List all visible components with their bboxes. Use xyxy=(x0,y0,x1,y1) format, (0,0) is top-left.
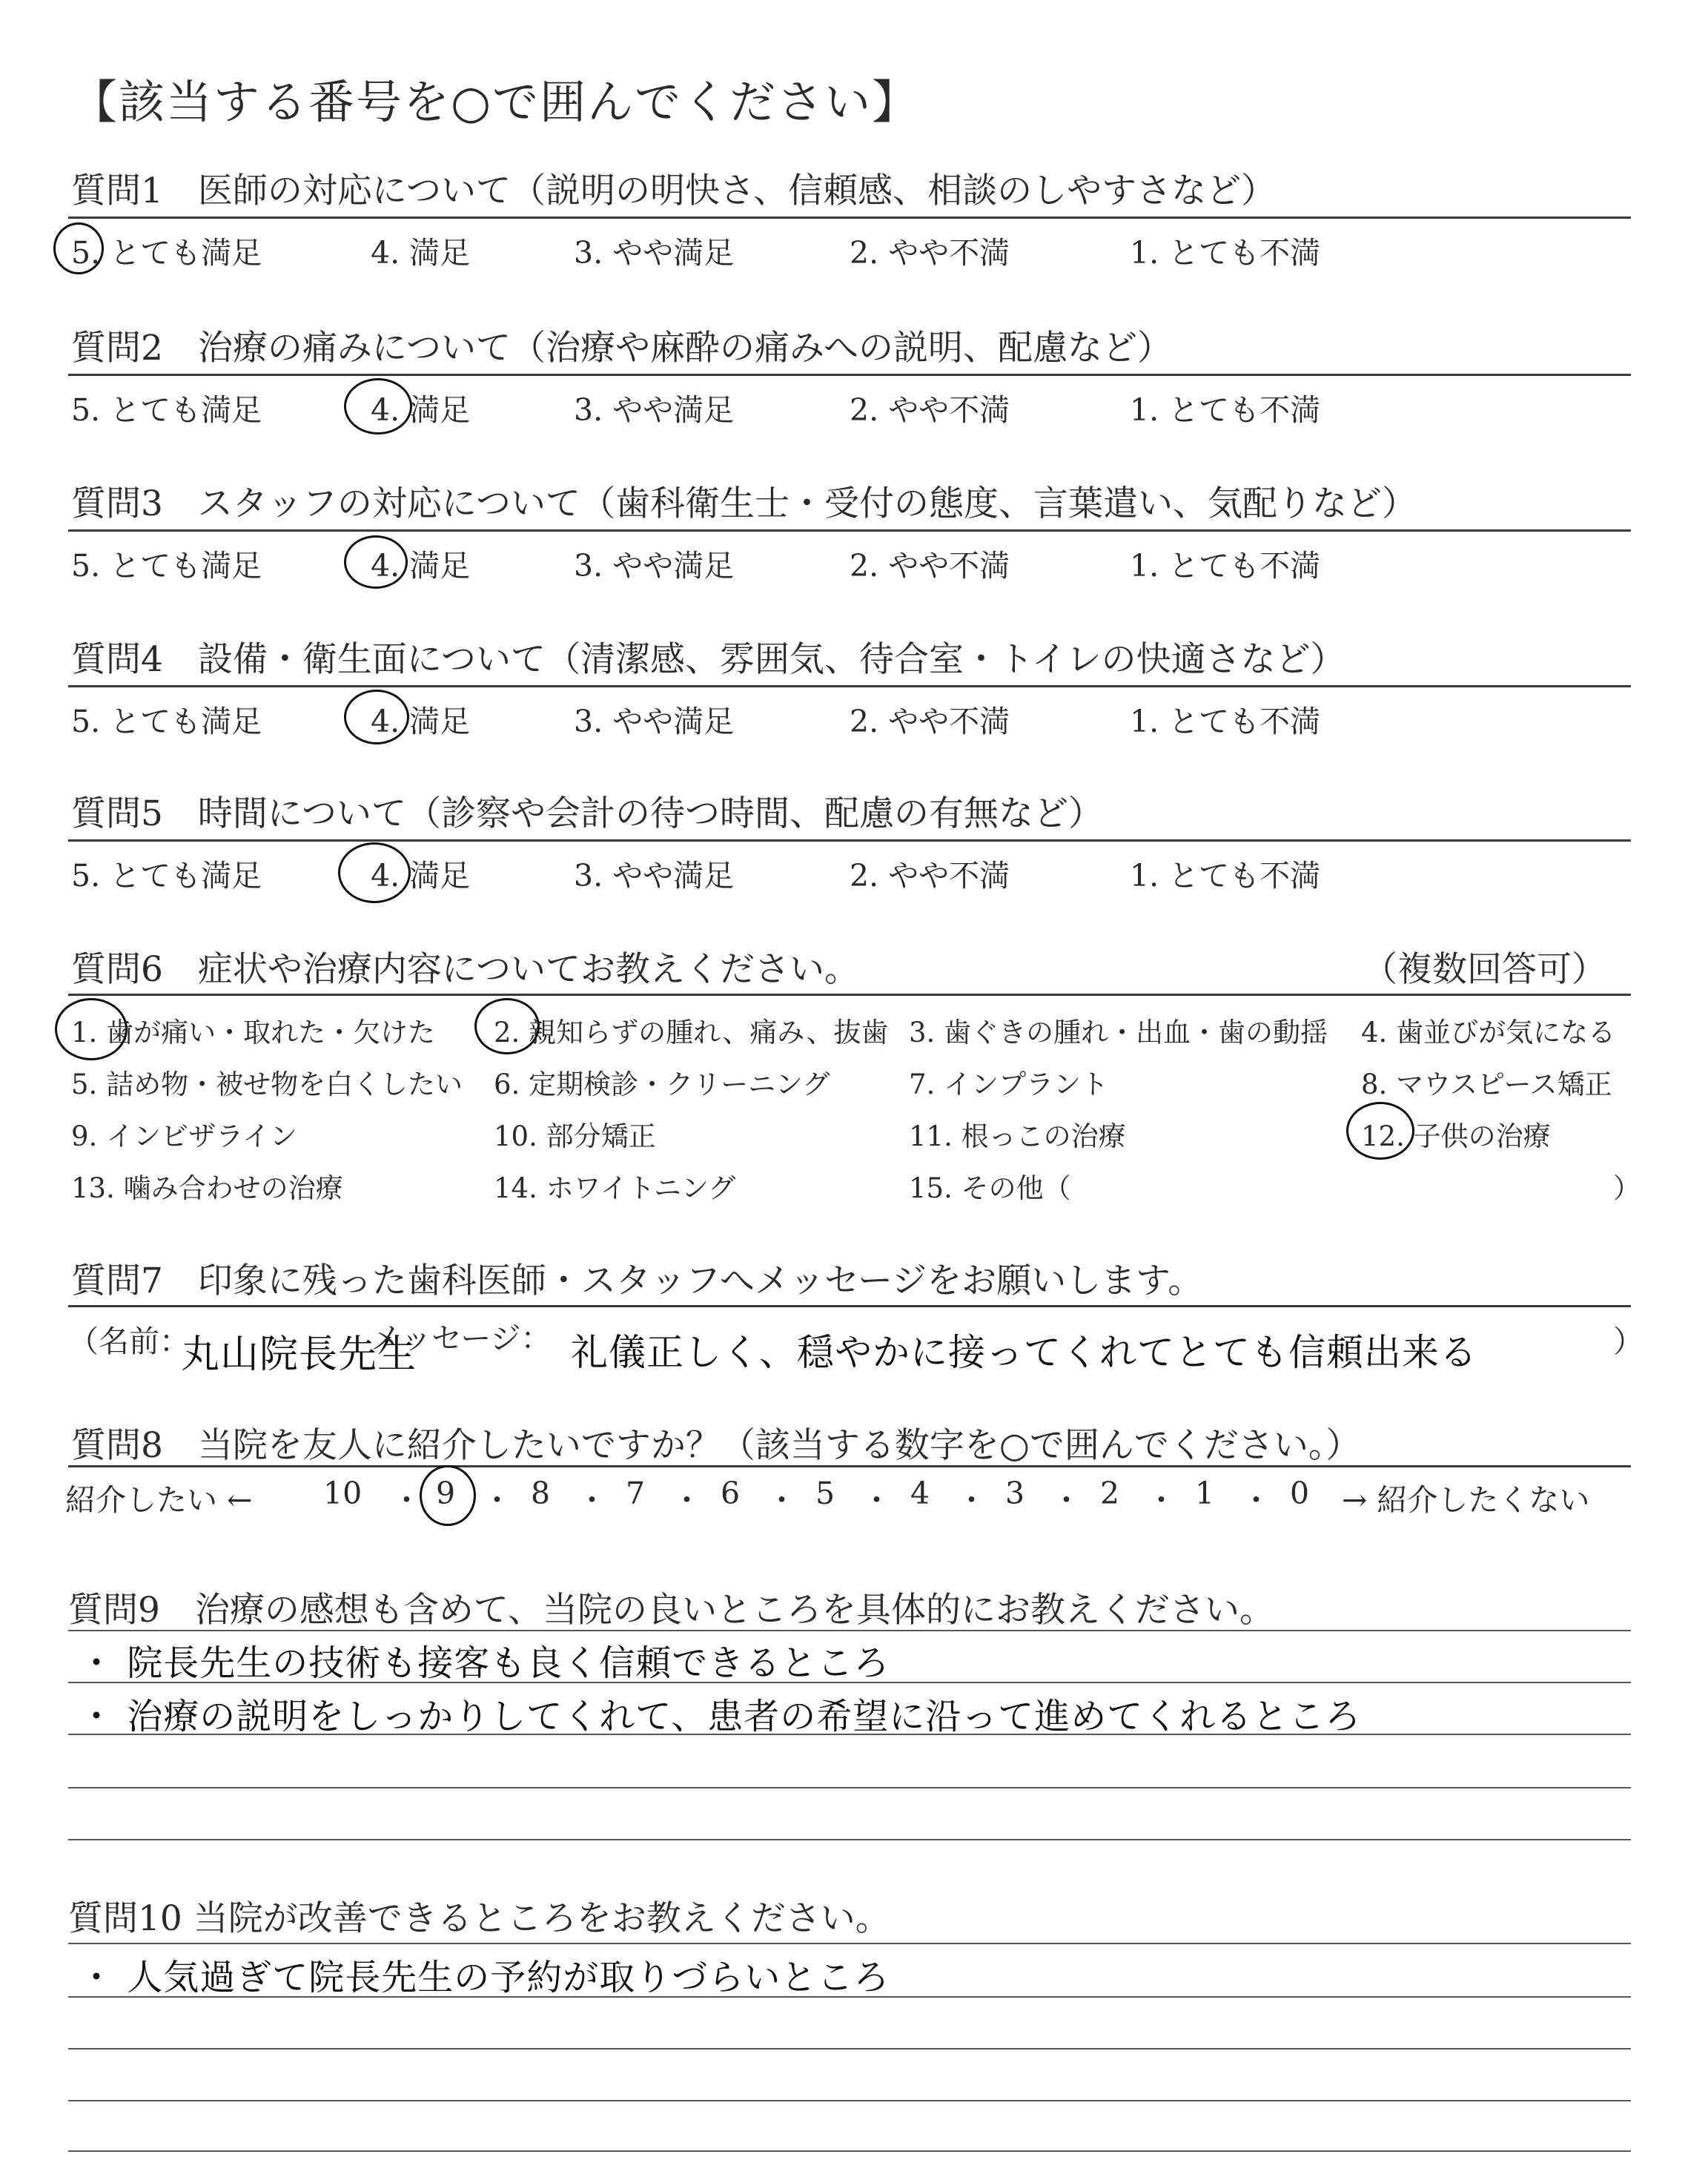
question-4-title: 質問4 設備・衛生面について（清潔感、雰囲気、待合室・トイレの快適さなど） xyxy=(71,639,1345,680)
answer-line xyxy=(68,2150,1631,2152)
option-3[interactable]: 3. やや満足 xyxy=(574,392,735,428)
selection-circle xyxy=(53,222,104,274)
option-5[interactable]: 5. とても満足 xyxy=(71,392,262,428)
q10-answer-1[interactable]: ・ 人気過ぎて院長先生の予約が取りづらいところ xyxy=(79,1957,890,1998)
option-5[interactable]: 5. とても満足 xyxy=(71,858,262,894)
option-1[interactable]: 1. とても不満 xyxy=(1130,548,1321,584)
q6-option-14[interactable]: 14. ホワイトニング xyxy=(494,1172,736,1204)
option-2[interactable]: 2. やや不満 xyxy=(850,548,1010,584)
multiple-answers-note: （複数回答可） xyxy=(1363,949,1606,990)
option-5[interactable]: 5. とても満足 xyxy=(71,548,262,584)
selection-circle xyxy=(474,998,540,1054)
answer-line xyxy=(68,1682,1631,1683)
q9-answer-1[interactable]: ・ 院長先生の技術も接客も良く信頼できるところ xyxy=(79,1642,890,1684)
q6-other-close-paren: ） xyxy=(1613,1172,1641,1204)
question-7-title: 質問7 印象に残った歯科医師・スタッフへメッセージをお願いします。 xyxy=(71,1261,1203,1301)
q6-option-8[interactable]: 8. マウスピース矯正 xyxy=(1361,1069,1612,1100)
scale-separator: ・ xyxy=(1051,1482,1082,1518)
scale-7[interactable]: 7 xyxy=(626,1476,646,1511)
form-header: 【該当する番号を○で囲んでください】 xyxy=(71,75,920,129)
q9-answer-2[interactable]: ・ 治療の説明をしっかりしてくれて、患者の希望に沿って進めてくれるところ xyxy=(79,1696,1362,1737)
option-1[interactable]: 1. とても不満 xyxy=(1130,392,1321,428)
divider xyxy=(68,529,1631,532)
scale-10[interactable]: 10 xyxy=(323,1476,363,1511)
question-3-title: 質問3 スタッフの対応について（歯科衛生士・受付の態度、言葉遣い、気配りなど） xyxy=(71,483,1417,524)
scale-5[interactable]: 5 xyxy=(815,1476,835,1511)
option-1[interactable]: 1. とても不満 xyxy=(1130,704,1321,739)
scale-4[interactable]: 4 xyxy=(910,1476,930,1511)
option-4[interactable]: 4. 満足 xyxy=(371,392,471,428)
answer-line xyxy=(68,2048,1631,2050)
question-2-title: 質問2 治療の痛みについて（治療や麻酔の痛みへの説明、配慮など） xyxy=(71,328,1173,369)
divider xyxy=(68,1305,1631,1307)
answer-line xyxy=(68,1630,1631,1631)
recommend-label: 紹介したい ← xyxy=(65,1482,253,1518)
q6-option-13[interactable]: 13. 噛み合わせの治療 xyxy=(71,1172,343,1204)
divider xyxy=(68,839,1631,842)
answer-line xyxy=(68,1996,1631,1998)
selection-circle xyxy=(420,1465,476,1526)
scale-2[interactable]: 2 xyxy=(1100,1476,1120,1511)
answer-line xyxy=(68,1839,1631,1840)
option-1[interactable]: 1. とても不満 xyxy=(1130,235,1321,271)
divider xyxy=(68,1465,1631,1467)
option-4[interactable]: 4. 満足 xyxy=(371,235,471,271)
q6-option-11[interactable]: 11. 根っこの治療 xyxy=(909,1120,1126,1152)
question-1-title: 質問1 医師の対応について（説明の明快さ、信頼感、相談のしやすさなど） xyxy=(71,171,1277,211)
option-4[interactable]: 4. 満足 xyxy=(371,548,471,584)
scale-separator: ・ xyxy=(767,1482,797,1518)
scale-separator: ・ xyxy=(861,1482,892,1518)
scale-3[interactable]: 3 xyxy=(1005,1476,1025,1511)
message-close-paren: ） xyxy=(1613,1324,1644,1359)
q6-option-10[interactable]: 10. 部分矯正 xyxy=(494,1120,656,1152)
scale-separator: ・ xyxy=(482,1482,512,1518)
option-2[interactable]: 2. やや不満 xyxy=(850,235,1010,271)
option-5[interactable]: 5. とても満足 xyxy=(71,704,262,739)
q6-option-2[interactable]: 2. 親知らずの腫れ、痛み、抜歯 xyxy=(494,1017,889,1048)
scale-separator: ・ xyxy=(1241,1482,1271,1518)
selection-circle xyxy=(344,378,412,435)
option-1[interactable]: 1. とても不満 xyxy=(1130,858,1321,894)
selection-circle xyxy=(344,690,409,744)
scale-8[interactable]: 8 xyxy=(531,1476,551,1511)
option-4[interactable]: 4. 満足 xyxy=(371,858,471,894)
q6-option-12[interactable]: 12. 子供の治療 xyxy=(1361,1120,1551,1152)
message-label: メッセージ： xyxy=(371,1321,552,1356)
answer-line xyxy=(68,2100,1631,2101)
option-2[interactable]: 2. やや不満 xyxy=(850,704,1010,739)
option-5[interactable]: 5. とても満足 xyxy=(71,235,262,271)
scale-6[interactable]: 6 xyxy=(721,1476,741,1511)
selection-circle xyxy=(338,842,411,903)
q6-option-4[interactable]: 4. 歯並びが気になる xyxy=(1361,1017,1616,1048)
q6-option-3[interactable]: 3. 歯ぐきの腫れ・出血・歯の動揺 xyxy=(909,1017,1328,1048)
option-3[interactable]: 3. やや満足 xyxy=(574,858,735,894)
q6-option-7[interactable]: 7. インプラント xyxy=(909,1069,1109,1100)
divider xyxy=(68,374,1631,376)
divider xyxy=(68,685,1631,687)
scale-1[interactable]: 1 xyxy=(1195,1476,1215,1511)
name-label: （名前： xyxy=(68,1324,190,1359)
selection-circle xyxy=(344,535,408,589)
q6-option-1[interactable]: 1. 歯が痛い・取れた・欠けた xyxy=(71,1017,436,1048)
q6-option-5[interactable]: 5. 詰め物・被せ物を白くしたい xyxy=(71,1069,463,1100)
scale-separator: ・ xyxy=(577,1482,607,1518)
answer-line xyxy=(68,1943,1631,1944)
question-9-title: 質問9 治療の感想も含めて、当院の良いところを具体的にお教えください。 xyxy=(68,1590,1274,1631)
question-6-title: 質問6 症状や治療内容についてお教えください。 xyxy=(71,949,859,990)
option-3[interactable]: 3. やや満足 xyxy=(574,235,735,271)
option-2[interactable]: 2. やや不満 xyxy=(850,392,1010,428)
question-5-title: 質問5 時間について（診察や会計の待つ時間、配慮の有無など） xyxy=(71,793,1103,834)
question-10-title: 質問10 当院が改善できるところをお教えください。 xyxy=(68,1898,890,1939)
answer-line xyxy=(68,1787,1631,1789)
not-recommend-label: → 紹介したくない xyxy=(1342,1482,1590,1518)
scale-separator: ・ xyxy=(391,1482,422,1518)
option-3[interactable]: 3. やや満足 xyxy=(574,548,735,584)
divider xyxy=(68,217,1631,219)
scale-separator: ・ xyxy=(1146,1482,1176,1518)
message-answer[interactable]: 礼儀正しく、穏やかに接ってくれてとても信頼出来る xyxy=(571,1331,1477,1374)
selection-circle xyxy=(1346,1102,1414,1160)
name-answer[interactable]: 丸山院長先生 xyxy=(181,1332,417,1377)
scale-separator: ・ xyxy=(956,1482,987,1518)
option-4[interactable]: 4. 満足 xyxy=(371,704,471,739)
option-2[interactable]: 2. やや不満 xyxy=(850,858,1010,894)
scale-separator: ・ xyxy=(672,1482,702,1518)
answer-line xyxy=(68,1734,1631,1735)
divider xyxy=(68,994,1631,996)
option-3[interactable]: 3. やや満足 xyxy=(574,704,735,739)
q6-option-6[interactable]: 6. 定期検診・クリーニング xyxy=(494,1069,830,1100)
scale-9[interactable]: 9 xyxy=(436,1476,456,1511)
selection-circle xyxy=(55,998,128,1060)
scale-0[interactable]: 0 xyxy=(1290,1476,1310,1511)
q6-option-15[interactable]: 15. その他（ xyxy=(909,1172,1071,1204)
q6-option-9[interactable]: 9. インビザライン xyxy=(71,1120,297,1152)
question-8-title: 質問8 当院を友人に紹介したいですか？（該当する数字を○で囲んでください。） xyxy=(71,1425,1361,1466)
